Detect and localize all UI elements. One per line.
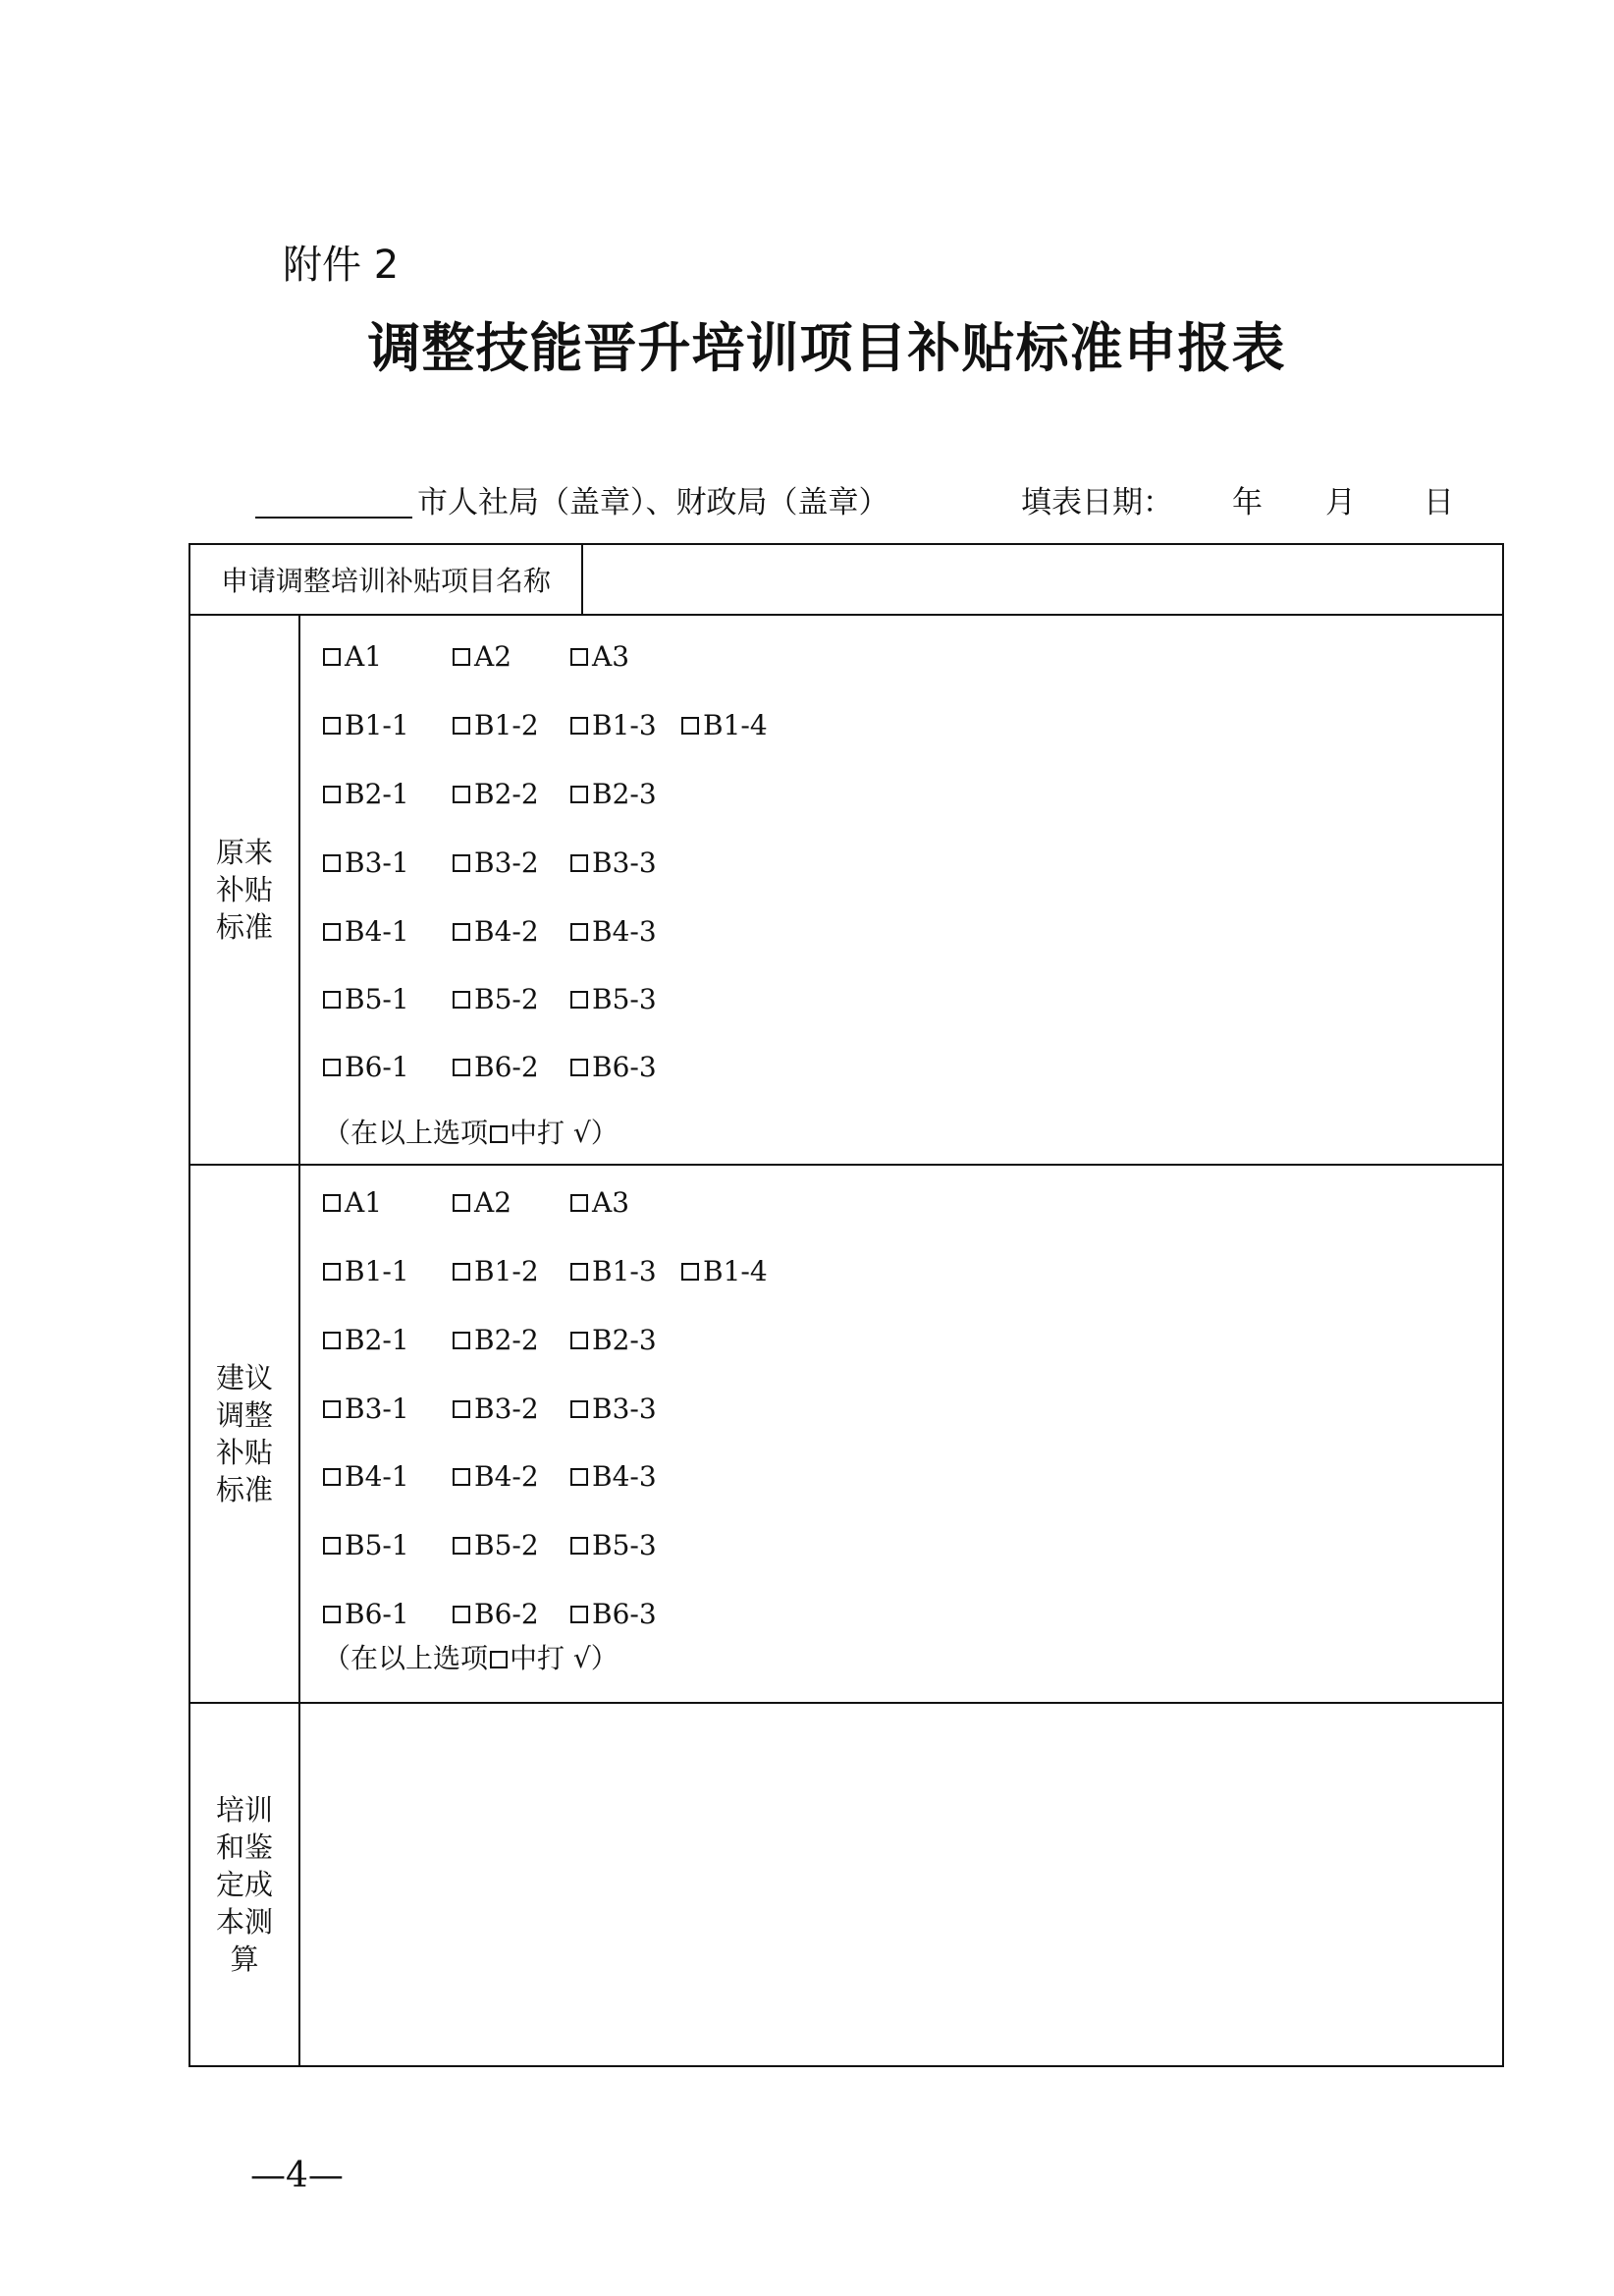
checkbox-icon[interactable] (323, 648, 341, 666)
original-option-a1[interactable] (323, 637, 382, 677)
original-option-a3[interactable] (570, 637, 629, 677)
checkbox-icon[interactable] (323, 1263, 341, 1281)
checkbox-icon (490, 1651, 508, 1668)
checkbox-icon[interactable] (323, 923, 341, 941)
option-label: A2 (474, 1186, 512, 1219)
checkbox-icon[interactable] (570, 1332, 588, 1349)
checkbox-icon[interactable] (323, 1059, 341, 1076)
checkbox-icon[interactable] (570, 1537, 588, 1555)
option-label: B4-2 (474, 1460, 539, 1493)
checkbox-icon[interactable] (323, 1400, 341, 1418)
note-prefix: （在以上选项 (323, 1117, 489, 1149)
option-label: B6-3 (592, 1051, 657, 1083)
option-label: B3-2 (474, 847, 539, 879)
original-option-b4-1[interactable] (323, 912, 409, 952)
page-number: —4— (250, 2156, 344, 2196)
checkbox-icon[interactable] (323, 786, 341, 803)
project-name-field[interactable] (583, 545, 1502, 614)
original-option-b3-1[interactable] (323, 844, 409, 883)
proposed-standard-row (190, 1166, 1502, 1704)
option-label: B3-2 (474, 1393, 539, 1425)
proposed-standard-label: 建议调整补贴标准 (215, 1361, 273, 1506)
checkbox-icon[interactable] (323, 854, 341, 872)
original-option-b4-3[interactable] (570, 912, 657, 952)
proposed-option-b4-2[interactable] (453, 1457, 539, 1497)
checkbox-icon[interactable] (570, 786, 588, 803)
original-option-b6-3[interactable] (570, 1048, 657, 1087)
proposed-option-a2[interactable] (453, 1183, 511, 1223)
original-option-b1-2[interactable] (453, 706, 539, 745)
org-label: 市人社局（盖章）、财政局（盖章） (417, 485, 889, 520)
cost-estimate-field[interactable] (300, 1704, 1502, 2065)
proposed-option-b5-1[interactable] (323, 1526, 409, 1565)
checkbox-icon[interactable] (323, 717, 341, 735)
original-option-b3-2[interactable] (453, 844, 539, 883)
project-name-label: 申请调整培训补贴项目名称 (190, 545, 583, 614)
note-prefix: （在以上选项 (323, 1642, 489, 1674)
checkbox-icon[interactable] (453, 1059, 470, 1076)
checkbox-icon[interactable] (570, 854, 588, 872)
proposed-option-b4-3[interactable] (570, 1457, 657, 1497)
option-label: A2 (474, 640, 512, 673)
option-label: B1-1 (345, 1255, 409, 1287)
original-option-b5-2[interactable] (453, 980, 539, 1019)
original-standard-row (190, 616, 1502, 1166)
proposed-option-b3-1[interactable] (323, 1390, 409, 1429)
proposed-option-b2-2[interactable] (453, 1321, 539, 1360)
proposed-option-b2-3[interactable] (570, 1321, 657, 1360)
checkbox-icon[interactable] (453, 991, 470, 1009)
checkbox-icon[interactable] (570, 1263, 588, 1281)
option-label: B1-3 (592, 709, 657, 741)
checkbox-icon[interactable] (453, 1194, 470, 1212)
original-option-b4-2[interactable] (453, 912, 539, 952)
option-label: B3-3 (592, 847, 657, 879)
checkbox-icon[interactable] (570, 1194, 588, 1212)
option-label: B1-2 (474, 709, 539, 741)
option-label: B6-2 (474, 1051, 539, 1083)
checkbox-icon[interactable] (453, 1263, 470, 1281)
checkbox-icon[interactable] (453, 1468, 470, 1486)
checkbox-icon[interactable] (570, 1468, 588, 1486)
option-label: B6-3 (592, 1598, 657, 1630)
proposed-option-b6-3[interactable] (570, 1595, 657, 1634)
date-label: 填表日期： (1021, 485, 1173, 520)
option-label: B4-1 (345, 915, 409, 948)
checkbox-icon[interactable] (453, 923, 470, 941)
cost-estimate-row (190, 1704, 1502, 2065)
checkbox-icon[interactable] (323, 1468, 341, 1486)
original-option-b2-2[interactable] (453, 775, 539, 814)
proposed-option-b6-1[interactable] (323, 1595, 409, 1634)
option-label: B2-2 (474, 1324, 539, 1356)
original-option-b6-1[interactable] (323, 1048, 409, 1087)
option-label: B4-3 (592, 1460, 657, 1493)
checkbox-icon[interactable] (570, 648, 588, 666)
month-label: 月 (1325, 485, 1356, 520)
option-label: B2-2 (474, 778, 539, 810)
original-option-b5-1[interactable] (323, 980, 409, 1019)
option-label: A1 (345, 1186, 383, 1219)
proposed-option-b2-1[interactable] (323, 1321, 409, 1360)
option-label: B4-1 (345, 1460, 409, 1493)
application-table (188, 543, 1504, 2067)
year-label: 年 (1232, 485, 1263, 520)
option-label: B5-3 (592, 1529, 657, 1561)
original-option-b1-3[interactable] (570, 706, 657, 745)
option-label: B5-2 (474, 983, 539, 1015)
original-standard-label-cell (190, 616, 300, 1164)
checkbox-icon[interactable] (570, 1400, 588, 1418)
option-label: B6-2 (474, 1598, 539, 1630)
checkbox-icon[interactable] (323, 1194, 341, 1212)
option-label: B2-1 (345, 1324, 409, 1356)
checkbox-icon[interactable] (570, 717, 588, 735)
checkbox-icon[interactable] (453, 854, 470, 872)
proposed-option-b1-4[interactable] (681, 1252, 768, 1291)
proposed-option-b6-2[interactable] (453, 1595, 539, 1634)
proposed-option-b1-1[interactable] (323, 1252, 409, 1291)
original-instruction-note (323, 1114, 619, 1153)
option-label: A1 (345, 640, 383, 673)
proposed-instruction-note (323, 1639, 619, 1678)
option-label: B5-2 (474, 1529, 539, 1561)
note-suffix: 中打 √） (510, 1117, 619, 1149)
option-label: B1-3 (592, 1255, 657, 1287)
checkbox-icon[interactable] (681, 717, 699, 735)
option-label: B1-4 (703, 709, 768, 741)
proposed-option-b1-3[interactable] (570, 1252, 657, 1291)
original-option-a2[interactable] (453, 637, 511, 677)
form-title: 调整技能晋升培训项目补贴标准申报表 (367, 317, 1286, 379)
proposed-option-b3-3[interactable] (570, 1390, 657, 1429)
option-label: B4-2 (474, 915, 539, 948)
checkbox-icon[interactable] (570, 1606, 588, 1623)
checkbox-icon (490, 1125, 508, 1143)
proposed-standard-label-cell (190, 1166, 300, 1702)
checkbox-icon[interactable] (453, 1400, 470, 1418)
original-option-b2-1[interactable] (323, 775, 409, 814)
cost-estimate-label: 培训和鉴定成本测算 (215, 1793, 273, 1976)
proposed-option-b5-2[interactable] (453, 1526, 539, 1565)
option-label: B6-1 (345, 1051, 409, 1083)
original-standard-label: 原来补贴标准 (215, 836, 273, 944)
option-label: B6-1 (345, 1598, 409, 1630)
day-label: 日 (1424, 485, 1454, 520)
option-label: B4-3 (592, 915, 657, 948)
option-label: B1-1 (345, 709, 409, 741)
checkbox-icon[interactable] (453, 1537, 470, 1555)
option-label: B3-1 (345, 847, 409, 879)
option-label: B5-1 (345, 1529, 409, 1561)
proposed-option-a1[interactable] (323, 1183, 382, 1223)
proposed-option-a3[interactable] (570, 1183, 629, 1223)
proposed-option-b3-2[interactable] (453, 1390, 539, 1429)
checkbox-icon[interactable] (453, 1332, 470, 1349)
city-blank-line[interactable] (255, 517, 412, 519)
proposed-option-b4-1[interactable] (323, 1457, 409, 1497)
original-option-b1-4[interactable] (681, 706, 768, 745)
checkbox-icon[interactable] (453, 1606, 470, 1623)
original-option-b1-1[interactable] (323, 706, 409, 745)
checkbox-icon[interactable] (323, 1332, 341, 1349)
attachment-label: 附件 2 (283, 243, 400, 288)
checkbox-icon[interactable] (570, 991, 588, 1009)
option-label: B1-4 (703, 1255, 768, 1287)
checkbox-icon[interactable] (570, 1059, 588, 1076)
option-label: B3-3 (592, 1393, 657, 1425)
option-label: B5-3 (592, 983, 657, 1015)
checkbox-icon[interactable] (323, 991, 341, 1009)
original-option-b3-3[interactable] (570, 844, 657, 883)
checkbox-icon[interactable] (453, 717, 470, 735)
option-label: B2-3 (592, 1324, 657, 1356)
checkbox-icon[interactable] (323, 1606, 341, 1623)
option-label: B3-1 (345, 1393, 409, 1425)
checkbox-icon[interactable] (453, 786, 470, 803)
original-option-b2-3[interactable] (570, 775, 657, 814)
original-option-b5-3[interactable] (570, 980, 657, 1019)
option-label: A3 (592, 1186, 630, 1219)
option-label: B1-2 (474, 1255, 539, 1287)
form-header (255, 477, 1512, 526)
checkbox-icon[interactable] (681, 1263, 699, 1281)
option-label: A3 (592, 640, 630, 673)
option-label: B2-3 (592, 778, 657, 810)
option-label: B5-1 (345, 983, 409, 1015)
proposed-option-b1-2[interactable] (453, 1252, 539, 1291)
checkbox-icon[interactable] (323, 1537, 341, 1555)
cost-estimate-label-cell (190, 1704, 300, 2065)
original-option-b6-2[interactable] (453, 1048, 539, 1087)
project-name-row (190, 545, 1502, 616)
checkbox-icon[interactable] (453, 648, 470, 666)
option-label: B2-1 (345, 778, 409, 810)
proposed-option-b5-3[interactable] (570, 1526, 657, 1565)
note-suffix: 中打 √） (510, 1642, 619, 1674)
checkbox-icon[interactable] (570, 923, 588, 941)
